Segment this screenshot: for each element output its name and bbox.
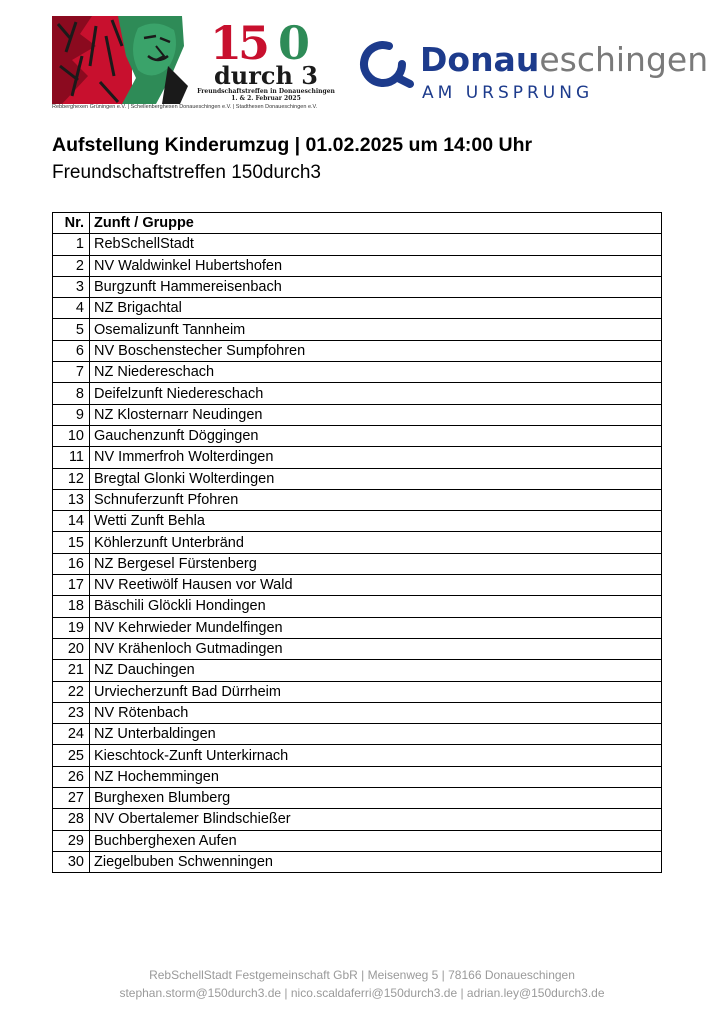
logo-number-1: 1 bbox=[210, 16, 243, 70]
logo-durch3: durch 3 bbox=[214, 61, 318, 90]
row-number: 25 bbox=[53, 745, 90, 766]
row-group-name: NZ Niedereschach bbox=[90, 362, 662, 383]
row-number: 2 bbox=[53, 255, 90, 276]
table-row bbox=[53, 766, 662, 787]
logo-name-bold: Donau bbox=[420, 40, 540, 79]
row-number: 16 bbox=[53, 553, 90, 574]
table-row bbox=[53, 425, 662, 446]
row-group-name: NV Kehrwieder Mundelfingen bbox=[90, 617, 662, 638]
table-header-row bbox=[53, 213, 662, 234]
row-number: 19 bbox=[53, 617, 90, 638]
table-row bbox=[53, 362, 662, 383]
row-group-name: Buchberghexen Aufen bbox=[90, 830, 662, 851]
row-group-name: NV Immerfroh Wolterdingen bbox=[90, 447, 662, 468]
row-number: 29 bbox=[53, 830, 90, 851]
row-number: 23 bbox=[53, 702, 90, 723]
row-number: 22 bbox=[53, 681, 90, 702]
row-group-name: NV Obertalemer Blindschießer bbox=[90, 809, 662, 830]
table-row bbox=[53, 851, 662, 872]
row-group-name: NV Boschenstecher Sumpfohren bbox=[90, 340, 662, 361]
footer bbox=[0, 966, 724, 1002]
row-group-name: NZ Unterbaldingen bbox=[90, 724, 662, 745]
table-row bbox=[53, 830, 662, 851]
row-number: 26 bbox=[53, 766, 90, 787]
footer-emails: stephan.storm@150durch3.de | nico.scaldaferri@150durch3.de | adrian.ley@150durch3.de bbox=[119, 986, 605, 1000]
row-group-name: Burgzunft Hammereisenbach bbox=[90, 276, 662, 297]
logo-name-regular: eschingen bbox=[539, 40, 709, 79]
row-number: 12 bbox=[53, 468, 90, 489]
logo-number-5: 5 bbox=[238, 16, 271, 70]
row-group-name: NV Reetiwölf Hausen vor Wald bbox=[90, 575, 662, 596]
row-group-name: NV Waldwinkel Hubertshofen bbox=[90, 255, 662, 276]
table-row bbox=[53, 724, 662, 745]
table-row bbox=[53, 276, 662, 297]
row-number: 15 bbox=[53, 532, 90, 553]
row-number: 7 bbox=[53, 362, 90, 383]
table-row bbox=[53, 489, 662, 510]
table-row bbox=[53, 447, 662, 468]
row-number: 3 bbox=[53, 276, 90, 297]
row-group-name: Deifelzunft Niedereschach bbox=[90, 383, 662, 404]
table-row bbox=[53, 660, 662, 681]
row-group-name: NZ Brigachtal bbox=[90, 298, 662, 319]
table-row bbox=[53, 298, 662, 319]
donaueschingen-logo bbox=[362, 34, 709, 104]
row-number: 18 bbox=[53, 596, 90, 617]
table-row bbox=[53, 745, 662, 766]
logo-caption: Rebberghexen Grüningen e.V. | Schellenberghexen Donaueschingen e.V. | Stadthexen Donaueschingen e.V. bbox=[52, 104, 318, 110]
logo-tagline-1: Freundschaftstreffen in Donaueschingen bbox=[197, 88, 335, 95]
row-group-name: NZ Dauchingen bbox=[90, 660, 662, 681]
row-group-name: NZ Klosternarr Neudingen bbox=[90, 404, 662, 425]
row-group-name: RebSchellStadt bbox=[90, 234, 662, 255]
row-group-name: Bregtal Glonki Wolterdingen bbox=[90, 468, 662, 489]
row-number: 1 bbox=[53, 234, 90, 255]
row-number: 28 bbox=[53, 809, 90, 830]
table-row bbox=[53, 553, 662, 574]
row-group-name: Burghexen Blumberg bbox=[90, 788, 662, 809]
row-number: 27 bbox=[53, 788, 90, 809]
row-number: 13 bbox=[53, 489, 90, 510]
document-title: Aufstellung Kinderumzug | 01.02.2025 um 14:00 Uhr bbox=[52, 134, 533, 156]
row-group-name: Köhlerzunft Unterbränd bbox=[90, 532, 662, 553]
row-number: 6 bbox=[53, 340, 90, 361]
row-group-name: Bäschili Glöckli Hondingen bbox=[90, 596, 662, 617]
table-row bbox=[53, 404, 662, 425]
table-row bbox=[53, 468, 662, 489]
header-nr: Nr. bbox=[53, 213, 90, 234]
row-group-name: NZ Hochemmingen bbox=[90, 766, 662, 787]
row-group-name: NV Rötenbach bbox=[90, 702, 662, 723]
logo-tagline: AM URSPRUNG bbox=[422, 83, 594, 103]
table-row bbox=[53, 809, 662, 830]
row-group-name: NZ Bergesel Fürstenberg bbox=[90, 553, 662, 574]
table-row bbox=[53, 255, 662, 276]
row-number: 9 bbox=[53, 404, 90, 425]
row-number: 14 bbox=[53, 511, 90, 532]
row-group-name: Ziegelbuben Schwenningen bbox=[90, 851, 662, 872]
donaueschingen-emblem-icon bbox=[364, 45, 410, 84]
row-group-name: Urviecherzunft Bad Dürrheim bbox=[90, 681, 662, 702]
row-number: 10 bbox=[53, 425, 90, 446]
row-group-name: Osemalizunft Tannheim bbox=[90, 319, 662, 340]
table-row bbox=[53, 511, 662, 532]
logo-number-0: 0 bbox=[278, 16, 311, 70]
lineup-table-body bbox=[53, 234, 662, 873]
header-group: Zunft / Gruppe bbox=[90, 213, 662, 234]
table-row bbox=[53, 575, 662, 596]
lineup-table bbox=[52, 212, 662, 873]
table-row bbox=[53, 340, 662, 361]
row-number: 5 bbox=[53, 319, 90, 340]
table-row bbox=[53, 596, 662, 617]
table-row bbox=[53, 702, 662, 723]
row-number: 30 bbox=[53, 851, 90, 872]
row-number: 17 bbox=[53, 575, 90, 596]
row-group-name: Wetti Zunft Behla bbox=[90, 511, 662, 532]
150durch3-logo bbox=[52, 16, 335, 104]
table-row bbox=[53, 234, 662, 255]
table-row bbox=[53, 617, 662, 638]
row-number: 21 bbox=[53, 660, 90, 681]
logo-tagline-2: 1. & 2. Februar 2025 bbox=[231, 95, 301, 102]
row-number: 8 bbox=[53, 383, 90, 404]
table-row bbox=[53, 532, 662, 553]
row-group-name: NV Krähenloch Gutmadingen bbox=[90, 638, 662, 659]
row-group-name: Schnuferzunft Pfohren bbox=[90, 489, 662, 510]
table-row bbox=[53, 681, 662, 702]
table-row bbox=[53, 319, 662, 340]
row-number: 11 bbox=[53, 447, 90, 468]
table-row bbox=[53, 788, 662, 809]
table-row bbox=[53, 383, 662, 404]
jester-mask-illustration bbox=[52, 16, 188, 104]
row-group-name: Kieschtock-Zunft Unterkirnach bbox=[90, 745, 662, 766]
row-group-name: Gauchenzunft Döggingen bbox=[90, 425, 662, 446]
document-subtitle: Freundschaftstreffen 150durch3 bbox=[52, 162, 321, 183]
row-number: 24 bbox=[53, 724, 90, 745]
row-number: 20 bbox=[53, 638, 90, 659]
footer-address: RebSchellStadt Festgemeinschaft GbR | Meisenweg 5 | 78166 Donaueschingen bbox=[149, 968, 575, 982]
row-number: 4 bbox=[53, 298, 90, 319]
table-row bbox=[53, 638, 662, 659]
logo-name bbox=[420, 40, 708, 79]
